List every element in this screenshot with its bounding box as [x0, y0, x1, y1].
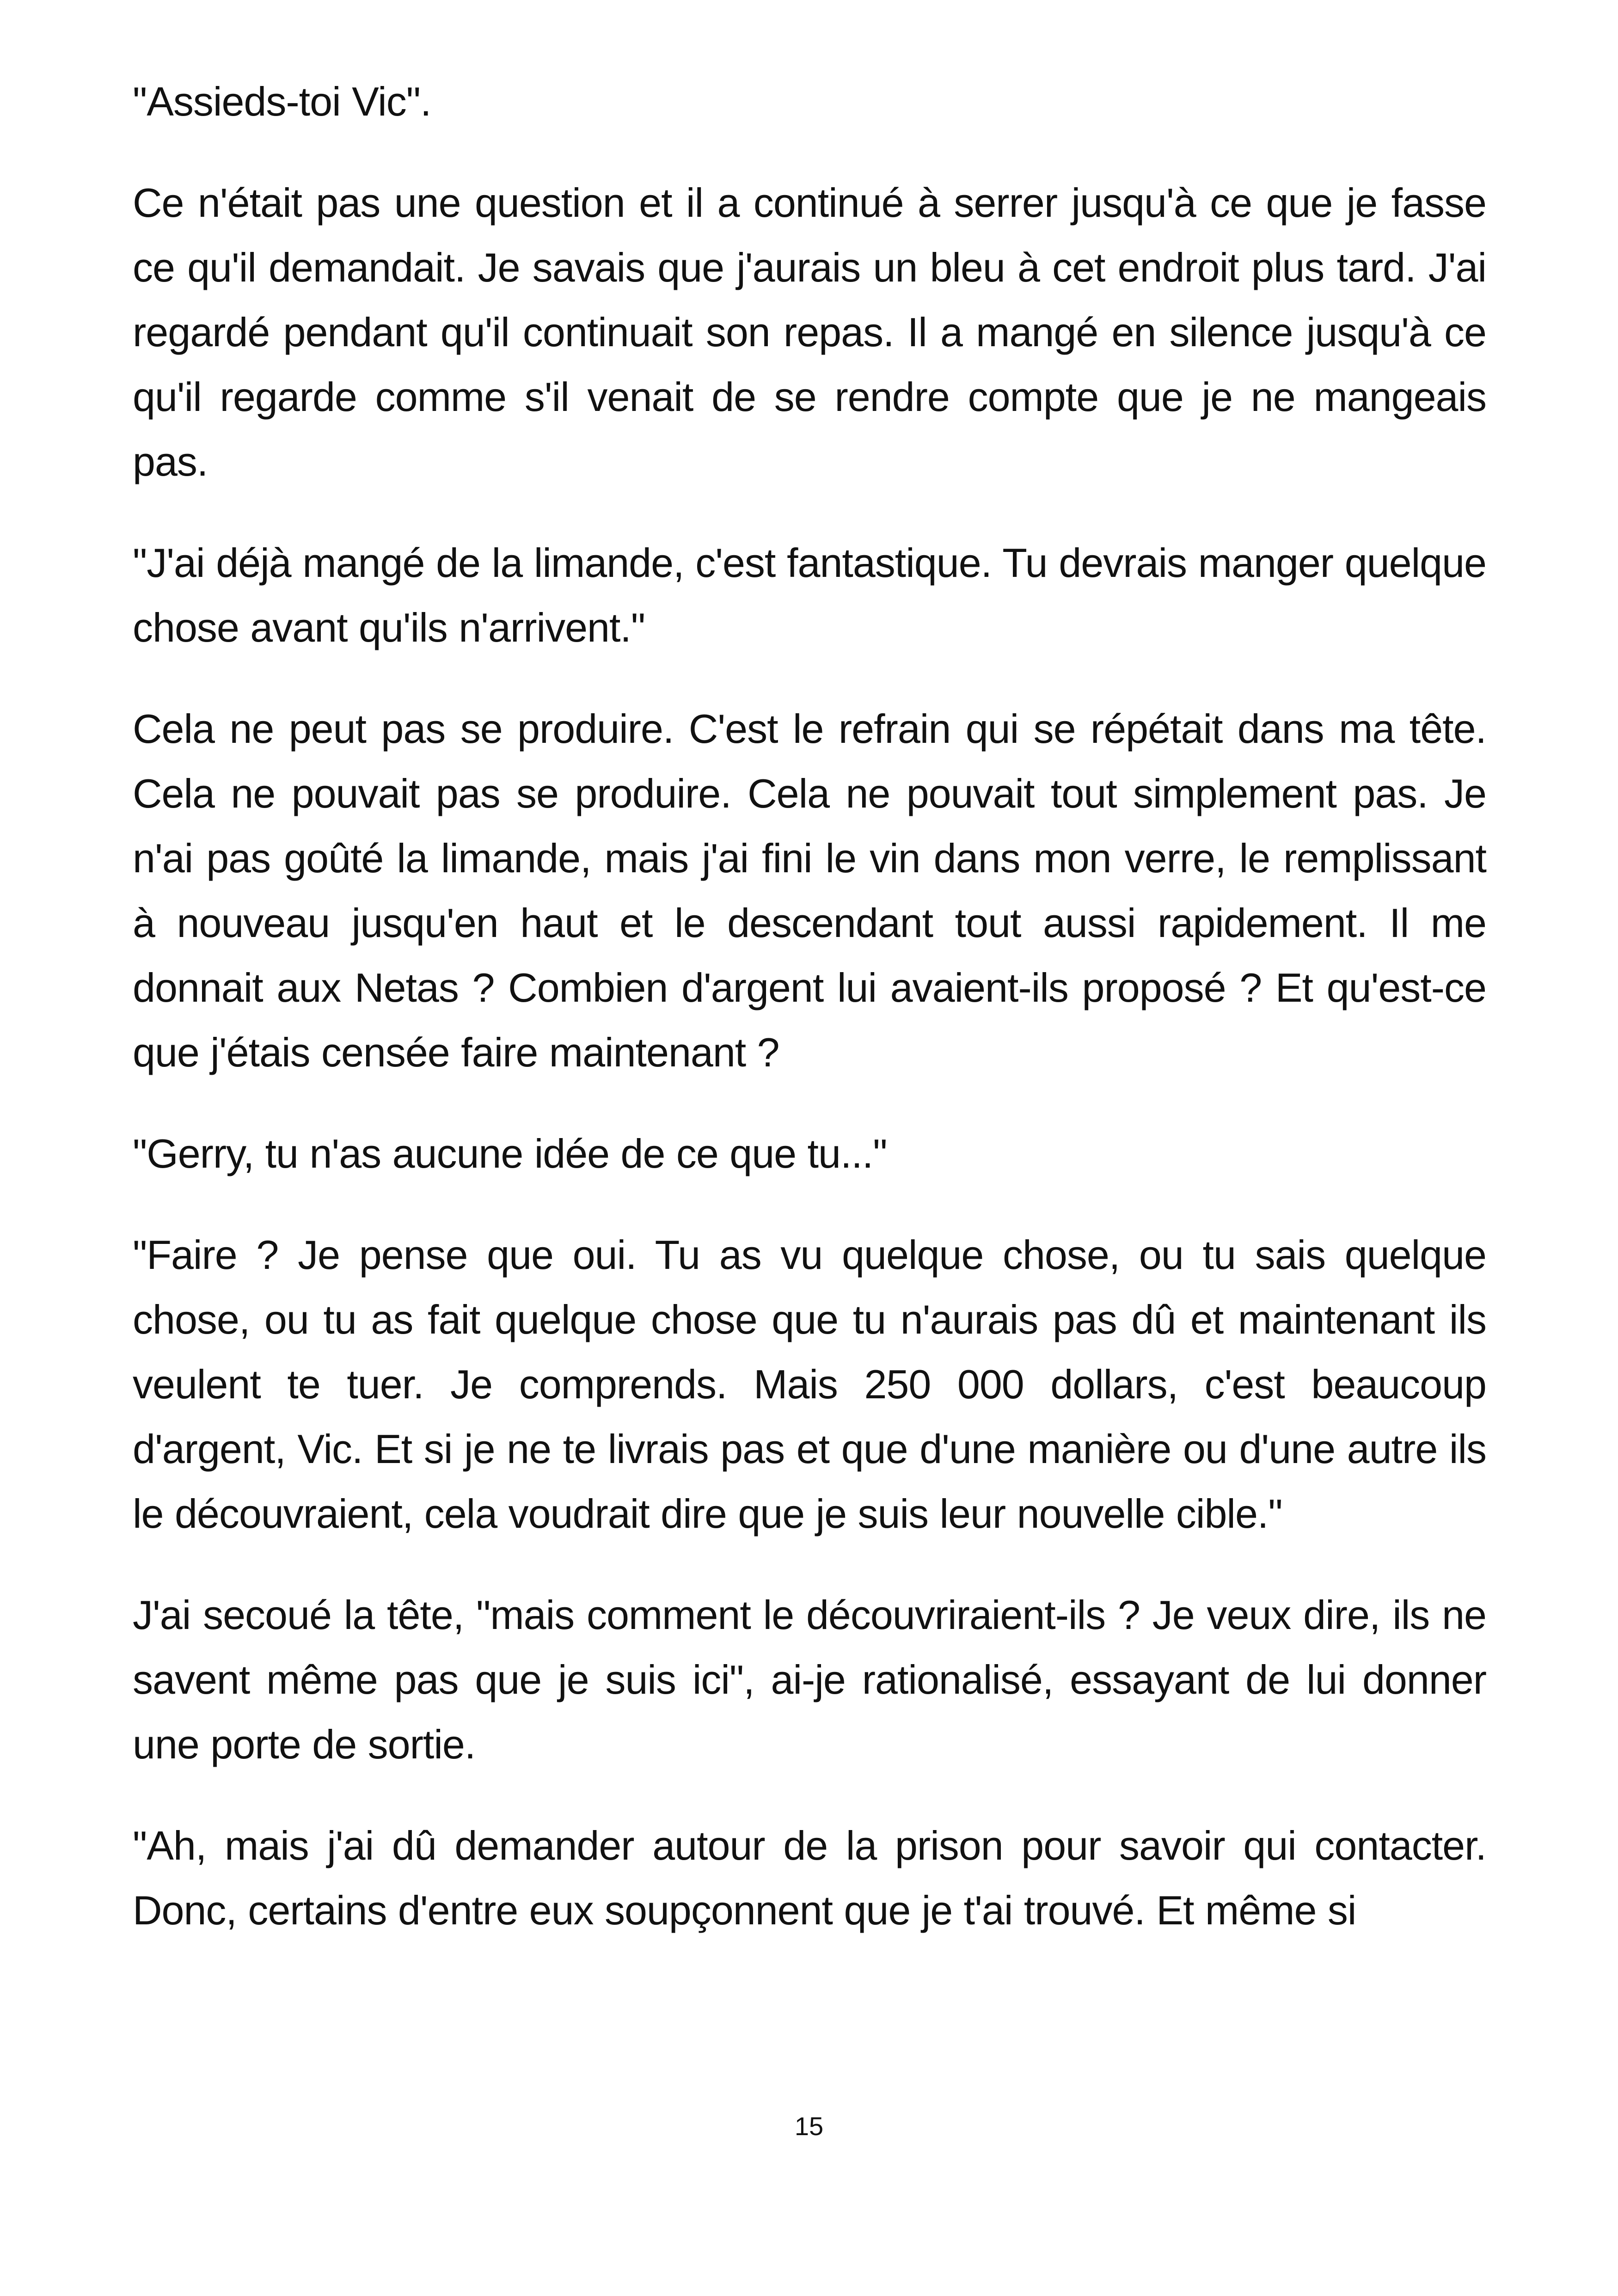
paragraph-5: "Gerry, tu n'as aucune idée de ce que tu..."	[133, 1131, 887, 1176]
paragraph-2: Ce n'était pas une question et il a continué à serrer jusqu'à ce que je fasse ce qu'il demandait. Je savais que j'aurais un bleu à cet endroit plus tard. J'ai regardé pendant qu'il continuait son repas. Il a mangé en silence jusqu'à ce qu'il regarde comme s'il venait de se rendre compte que je ne mangeais pas.	[133, 180, 1486, 484]
body-text	[133, 69, 1486, 1979]
paragraph-7: J'ai secoué la tête, "mais comment le découvriraient-ils ? Je veux dire, ils ne savent même pas que je suis ici", ai-je rationalisé, essayant de lui donner une porte de sortie.	[133, 1592, 1486, 1767]
paragraph-1: "Assieds-toi Vic".	[133, 79, 431, 124]
page-number: 15	[794, 2112, 824, 2141]
paragraph-3: "J'ai déjà mangé de la limande, c'est fantastique. Tu devrais manger quelque chose avant qu'ils n'arrivent."	[133, 540, 1486, 650]
paragraph-4: Cela ne peut pas se produire. C'est le refrain qui se répétait dans ma tête. Cela ne pouvait pas se produire. Cela ne pouvait tout simplement pas. Je n'ai pas goûté la limande, mais j'ai fini le vin dans mon verre, le remplissant à nouveau jusqu'en haut et le descendant tout aussi rapidement. Il me donnait aux Netas ? Combien d'argent lui avaient-ils proposé ? Et qu'est-ce que j'étais censée faire maintenant ?	[133, 706, 1486, 1075]
paragraph-6: "Faire ? Je pense que oui. Tu as vu quelque chose, ou tu sais quelque chose, ou tu as fait quelque chose que tu n'aurais pas dû et maintenant ils veulent te tuer. Je comprends. Mais 250 000 dollars, c'est beaucoup d'argent, Vic. Et si je ne te livrais pas et que d'une manière ou d'une autre ils le découvraient, cela voudrait dire que je suis leur nouvelle cible."	[133, 1232, 1486, 1537]
paragraph-8: "Ah, mais j'ai dû demander autour de la prison pour savoir qui contacter. Donc, certains d'entre eux soupçonnent que je t'ai trouvé. Et même si	[133, 1823, 1486, 1933]
